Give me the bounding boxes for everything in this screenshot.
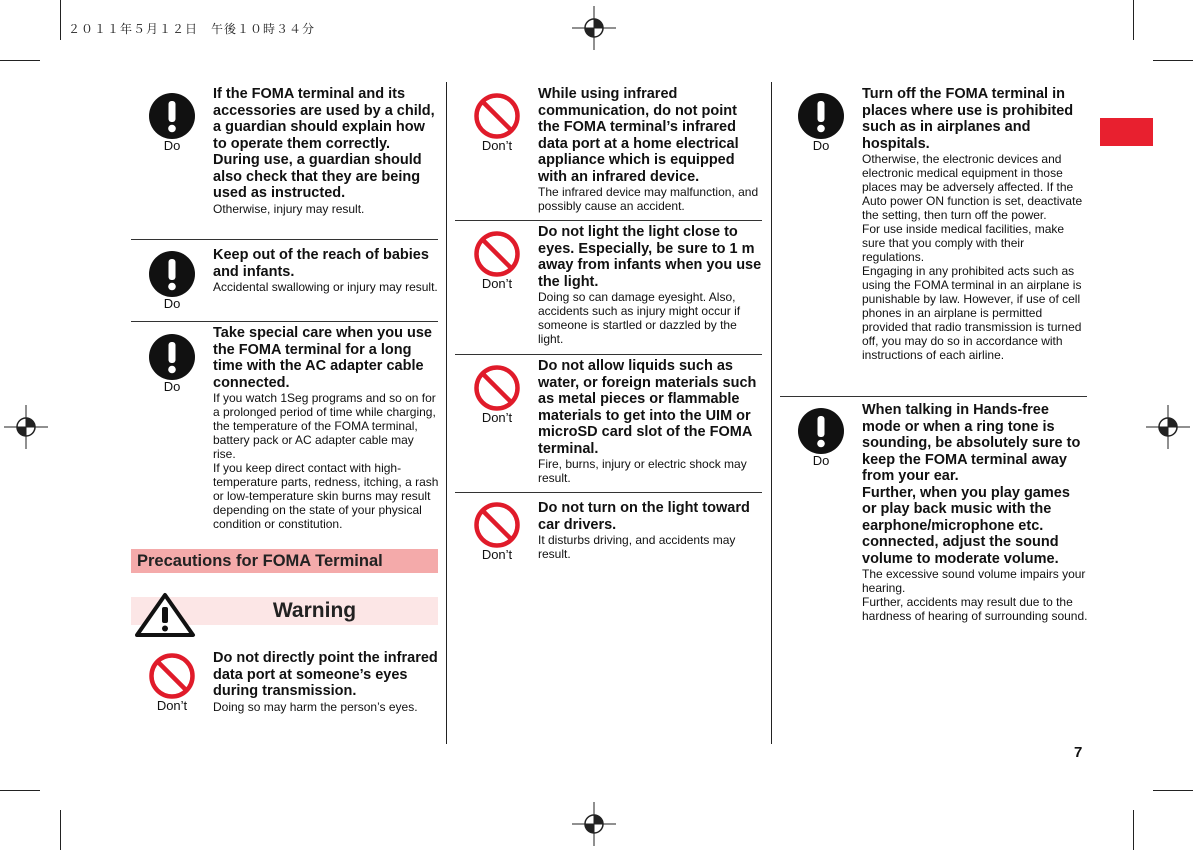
prohibition-icon: [473, 92, 521, 153]
mandatory-icon: [797, 92, 845, 153]
registration-mark-left: [4, 405, 48, 449]
item-divider: [455, 220, 762, 221]
precaution-heading: Do not light the light close to eyes. Especially, be sure to 1 m away from infants when you use the light.: [538, 224, 762, 290]
mandatory-icon: [148, 92, 196, 153]
precaution-text: Otherwise, the electronic devices and electronic medical equipment in those places may be adversely affected. If the Auto power ON function is set, deactivate the setting, then turn off the power. For use inside medical facilities, make sure that you comply with their regulations. Engaging in any prohibited acts such as using the FOMA terminal in an airplane is punishable by law. However, if use of cell phones in an airplane is permitted provided that radio transmission is turned off, you may do so in accordance with instructions of each airline.: [862, 152, 1083, 362]
precaution-text: Accidental swallowing or injury may result.: [213, 280, 438, 294]
chapter-tab-marker: [1100, 118, 1153, 146]
print-timestamp: ２０１１年５月１２日 午後１０時３４分: [68, 22, 316, 36]
do-label: Do: [812, 138, 830, 153]
dont-label: Don’t: [481, 410, 513, 425]
do-label: Do: [812, 453, 830, 468]
item-divider: [131, 321, 438, 322]
prohibition-icon: [473, 364, 521, 425]
precaution-text: The infrared device may malfunction, and possibly cause an accident.: [538, 185, 759, 213]
column-rule-1: [446, 82, 447, 744]
item-divider: [131, 239, 438, 240]
precaution-heading: Take special care when you use the FOMA terminal for a long time with the AC adapter cable connected.: [213, 325, 432, 391]
precaution-item: [538, 224, 762, 346]
section-title-bar: [131, 549, 438, 573]
precaution-heading: Do not turn on the light toward car drivers.: [538, 500, 750, 533]
prohibition-icon: [473, 230, 521, 291]
dont-label: Don’t: [481, 138, 513, 153]
registration-mark-bottom: [572, 802, 616, 846]
precaution-text: Doing so may harm the person’s eyes.: [213, 699, 418, 714]
mandatory-icon: [797, 407, 845, 468]
precaution-text: Doing so can damage eyesight. Also, accidents such as injury might occur if someone is startled or dazzled by the light.: [538, 290, 741, 346]
precaution-item: [538, 358, 762, 485]
precaution-text: The excessive sound volume impairs your hearing. Further, accidents may result due to the hardness of hearing of surrounding sound.: [862, 567, 1088, 623]
precaution-heading: Turn off the FOMA terminal in places where use is prohibited such as in airplanes and hospitals.: [862, 86, 1074, 152]
item-divider: [780, 396, 1087, 397]
precaution-item: [538, 500, 762, 561]
warning-triangle-icon: [134, 592, 196, 638]
precaution-item: [862, 402, 1088, 623]
dont-label: Don’t: [156, 698, 188, 713]
precaution-heading: Keep out of the reach of babies and infants.: [213, 247, 429, 280]
precaution-heading: Do not directly point the infrared data port at someone’s eyes during transmission.: [213, 650, 438, 699]
do-label: Do: [163, 138, 181, 153]
precaution-item: [538, 86, 762, 213]
precaution-item: [213, 650, 441, 714]
prohibition-icon: [148, 652, 196, 713]
precaution-heading: Do not allow liquids such as water, or foreign materials such as metal pieces or flammable materials to get into the UIM or microSD card slot of the FOMA terminal.: [538, 358, 757, 457]
do-label: Do: [163, 379, 181, 394]
precaution-heading: While using infrared communication, do not point the FOMA terminal’s infrared data port at a home electrical appliance which is equipped with an infrared device.: [538, 86, 739, 185]
precaution-item: [213, 247, 439, 294]
precaution-text: It disturbs driving, and accidents may result.: [538, 533, 736, 561]
precaution-item: [213, 86, 439, 216]
mandatory-icon: [148, 333, 196, 394]
registration-mark-right: [1146, 405, 1190, 449]
precaution-text: Fire, burns, injury or electric shock may result.: [538, 457, 747, 485]
mandatory-icon: [148, 250, 196, 311]
precaution-item: [862, 86, 1088, 362]
precaution-text: If you watch 1Seg programs and so on for a prolonged period of time while charging, the temperature of the FOMA terminal, battery pack or AC adapter cable may rise. If you keep direct contact with high-temperature parts, redness, itching, a rash or low-temperature skin burns may result depending on the state of your physical condition or constitution.: [213, 391, 439, 531]
do-label: Do: [163, 296, 181, 311]
dont-label: Don’t: [481, 547, 513, 562]
section-title: Precautions for FOMA Terminal: [137, 552, 383, 570]
item-divider: [455, 354, 762, 355]
warning-label: Warning: [272, 599, 357, 622]
item-divider: [455, 492, 762, 493]
column-rule-2: [771, 82, 772, 744]
registration-mark-top: [572, 6, 616, 50]
precaution-item: [213, 325, 439, 531]
dont-label: Don’t: [481, 276, 513, 291]
precaution-heading: When talking in Hands-free mode or when a ring tone is sounding, be absolutely sure to keep the FOMA terminal away from your ear. Further, when you play games or play back music with the earphone/microphone etc. connected, adjust the sound volume to moderate volume.: [862, 402, 1081, 567]
precaution-text: Otherwise, injury may result.: [213, 201, 365, 216]
page-number: 7: [1074, 744, 1083, 761]
precaution-heading: If the FOMA terminal and its accessories are used by a child, a guardian should explain how to operate them correctly. During use, a guardian should also check that they are being used as instructed.: [213, 86, 435, 201]
prohibition-icon: [473, 501, 521, 562]
